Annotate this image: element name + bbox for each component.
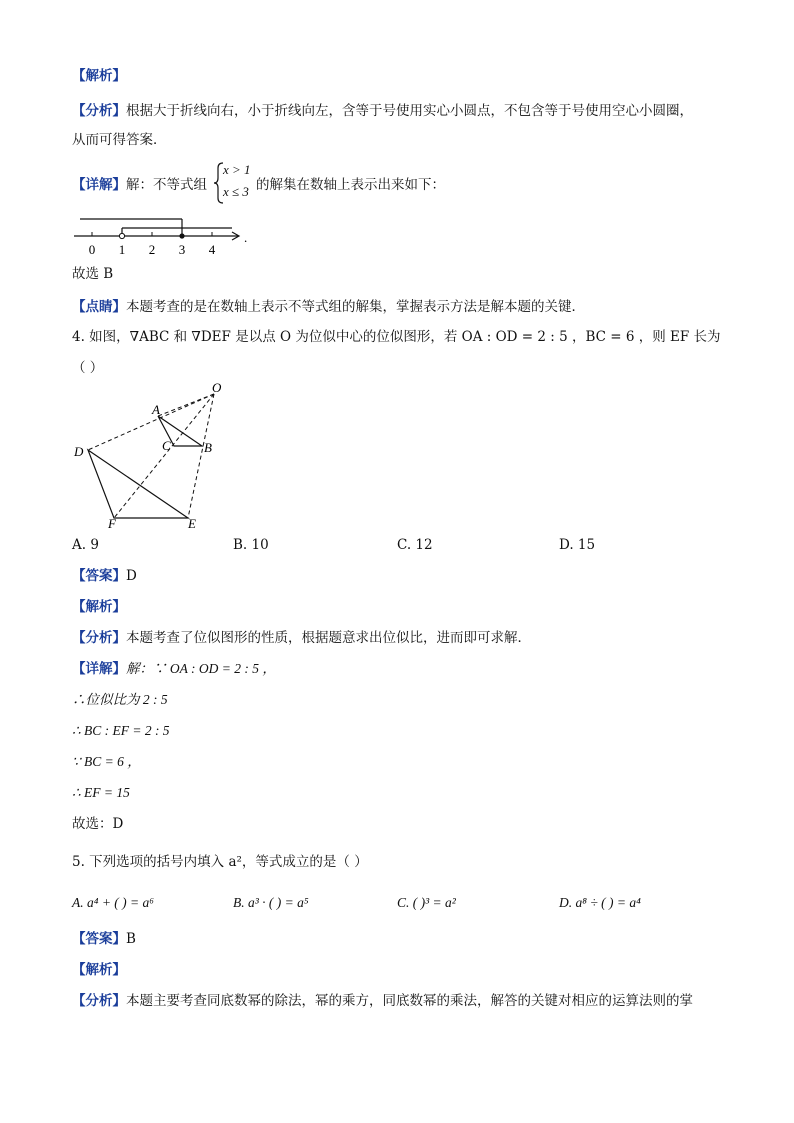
q4-guxuan: 故选：D [72,816,124,832]
inequality-2: x ≤ 3 [223,184,249,199]
label-B: B [204,440,212,455]
label-O: O [212,380,222,395]
q4-stem-line1: 4. 如图，∇ABC 和 ∇DEF 是以点 O 为位似中心的位似图形，若 OA : OD = 2 : 5 ，BC = 6 ，则 EF 长为 [72,329,721,345]
tick-label-2: 2 [148,242,156,257]
q4-option-a[interactable]: A. 9 [72,537,99,553]
q5-option-c[interactable]: C. ( )³ = a² [397,895,456,910]
q3-xiangjie-tag: 【详解】 [72,177,126,193]
q4-step-1: 解：∵ OA : OD = 2 : 5 ， [126,661,276,676]
q4-step-5: ∴ EF = 15 [72,785,130,800]
label-C: C [162,438,171,453]
q4-stem-line2: （ ） [72,360,104,376]
q3-fenxi-text2: 从而可得答案． [72,132,167,148]
q3-fenxi-tag: 【分析】 [72,103,126,119]
solid-dot-3 [179,233,184,238]
q3-dianjing-tag: 【点睛】 [72,299,126,315]
open-dot-1 [119,233,124,238]
q4-option-b[interactable]: B. 10 [233,537,269,553]
q3-xiangjie-post: 的解集在数轴上表示出来如下： [256,177,445,193]
numberline-period: . [244,230,248,245]
q3-fenxi-line2 [72,130,167,150]
q5-stem: 5. 下列选项的括号内填入 a²，等式成立的是（ ） [72,854,368,870]
q4-fenxi-text: 本题考查了位似图形的性质，根据题意求出位似比，进而即可求解． [126,630,531,646]
q3-dianjing-line [72,297,585,317]
q5-fenxi-line [72,991,693,1011]
tick-label-3: 3 [178,242,186,257]
q3-dianjing-text: 本题考查的是在数轴上表示不等式组的解集，掌握表示方法是解本题的关键． [126,299,585,315]
q4-option-c[interactable]: C. 12 [397,537,433,553]
number-line [72,212,262,262]
q4-step-3: ∴ BC : EF = 2 : 5 [72,723,170,738]
q4-xiangjie-line [72,659,276,679]
q4-fenxi-line [72,628,531,648]
q4-xiangjie-tag: 【详解】 [72,661,126,677]
q3-fenxi-line1 [72,101,693,121]
tick-label-4: 4 [208,242,216,257]
q5-daan-tag: 【答案】 [72,931,126,947]
q3-xiangjie-pre: 解：不等式组 [126,177,207,193]
q3-jiexi-heading [72,66,126,86]
q4-step-2: ∴位似比为 2 : 5 [72,692,168,707]
q4-daan-tag: 【答案】 [72,568,126,584]
q3-jiexi-tag: 【解析】 [72,68,126,84]
q5-fenxi-tag: 【分析】 [72,993,126,1009]
q5-option-b[interactable]: B. a³ · ( ) = a⁵ [233,895,309,910]
q5-option-a[interactable]: A. a⁴ + ( ) = a⁶ [72,895,154,910]
similar-triangles-figure [66,378,236,532]
inequality-1: x > 1 [223,162,251,177]
q4-fenxi-tag: 【分析】 [72,630,126,646]
q5-jiexi-heading [72,960,126,980]
label-E: E [188,516,196,531]
q5-daan: B [126,931,136,947]
label-A: A [152,402,160,417]
q5-daan-line [72,929,136,949]
q4-jiexi-tag: 【解析】 [72,599,126,615]
label-F: F [108,516,116,531]
q3-guxuan: 故选 B [72,266,114,282]
label-D: D [74,444,84,459]
q5-fenxi-text: 本题主要考查同底数幂的除法，幂的乘方，同底数幂的乘法，解答的关键对相应的运算法则的掌 [126,993,693,1009]
q3-xiangjie-post-wrap [256,175,445,195]
q3-fenxi-text1: 根据大于折线向右，小于折线向左，含等于号使用实心小圆点，不包含等于号使用空心小圆圈， [126,103,693,119]
inequality-system [213,161,255,205]
q4-daan-line [72,566,137,586]
tick-label-1: 1 [118,242,126,257]
q3-xiangjie-line [72,175,207,195]
q4-option-d[interactable]: D. 15 [559,537,596,553]
q5-option-d[interactable]: D. a⁸ ÷ ( ) = a⁴ [559,895,641,910]
q5-jiexi-tag: 【解析】 [72,962,126,978]
q4-daan: D [126,568,137,584]
q4-step-4: ∵ BC = 6 ， [72,754,141,769]
q4-jiexi-heading [72,597,126,617]
tick-label-0: 0 [88,242,96,257]
